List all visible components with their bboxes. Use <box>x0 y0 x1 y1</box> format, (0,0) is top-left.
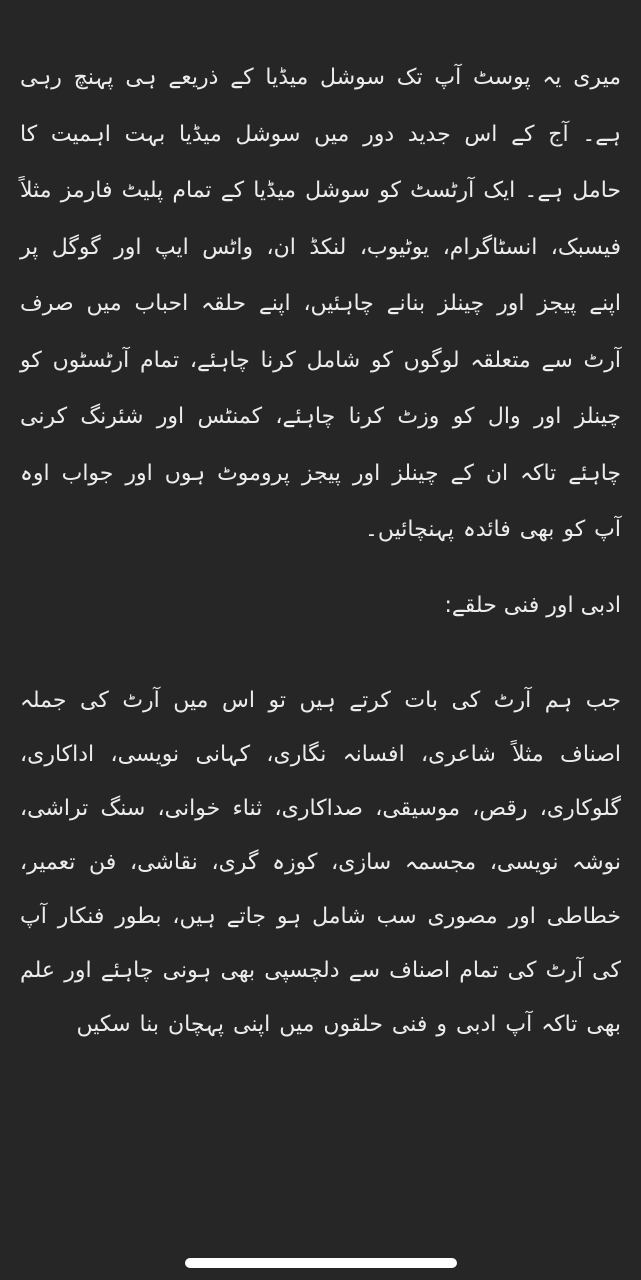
intro-paragraph: میری یہ پوسٹ آپ تک سوشل میڈیا کے ذریعے ہی پہنچ رہی ہے۔ آج کے اس جدید دور میں سوشل میڈیا بہت اہمیت کا حامل ہے۔ ایک آرٹسٹ کو سوشل میڈیا کے تمام پلیٹ فارمز مثلاً فیسبک، انسٹاگرام، یوٹیوب، لنکڈ ان، واٹس ایپ اور گوگل پر اپنے پیجز اور چینلز بنانے چاہئیں، اپنے حلقہ احباب میں صرف آرٹ سے متعلقہ لوگوں کو شامل کرنا چاہئے، تمام آرٹسٹوں کو چینلز اور وال کو وزٹ کرنا چاہئے، کمنٹس اور شئرنگ کرنی چاہئے تاکہ ان کے چینلز اور پیجز پروموٹ ہوں اور جواب اوہ آپ کو بھی فائدہ پہنچائیں۔ <box>20 65 621 542</box>
section-paragraph: جب ہم آرٹ کی بات کرتے ہیں تو اس میں آرٹ کی جملہ اصناف مثلاً شاعری، افسانہ نگاری، کہانی نویسی، اداکاری، گلوکاری، رقص، موسیقی، صداکاری، ثناء خوانی، سنگ تراشی، نوشہ نویسی، مجسمہ سازی، کوزہ گری، نقاشی، فن تعمیر، خطاطی اور مصوری سب شامل ہو جاتے ہیں، بطور فنکار آپ کی آرٹ کی تمام اصناف سے دلچسپی بھی ہونی چاہئے اور علم بھی تاکہ آپ ادبی و فنی حلقوں میں اپنی پہچان بنا سکیں <box>20 688 621 1037</box>
home-indicator-bar[interactable] <box>185 1258 457 1268</box>
section-heading: ادبی اور فنی حلقے: <box>444 593 621 618</box>
